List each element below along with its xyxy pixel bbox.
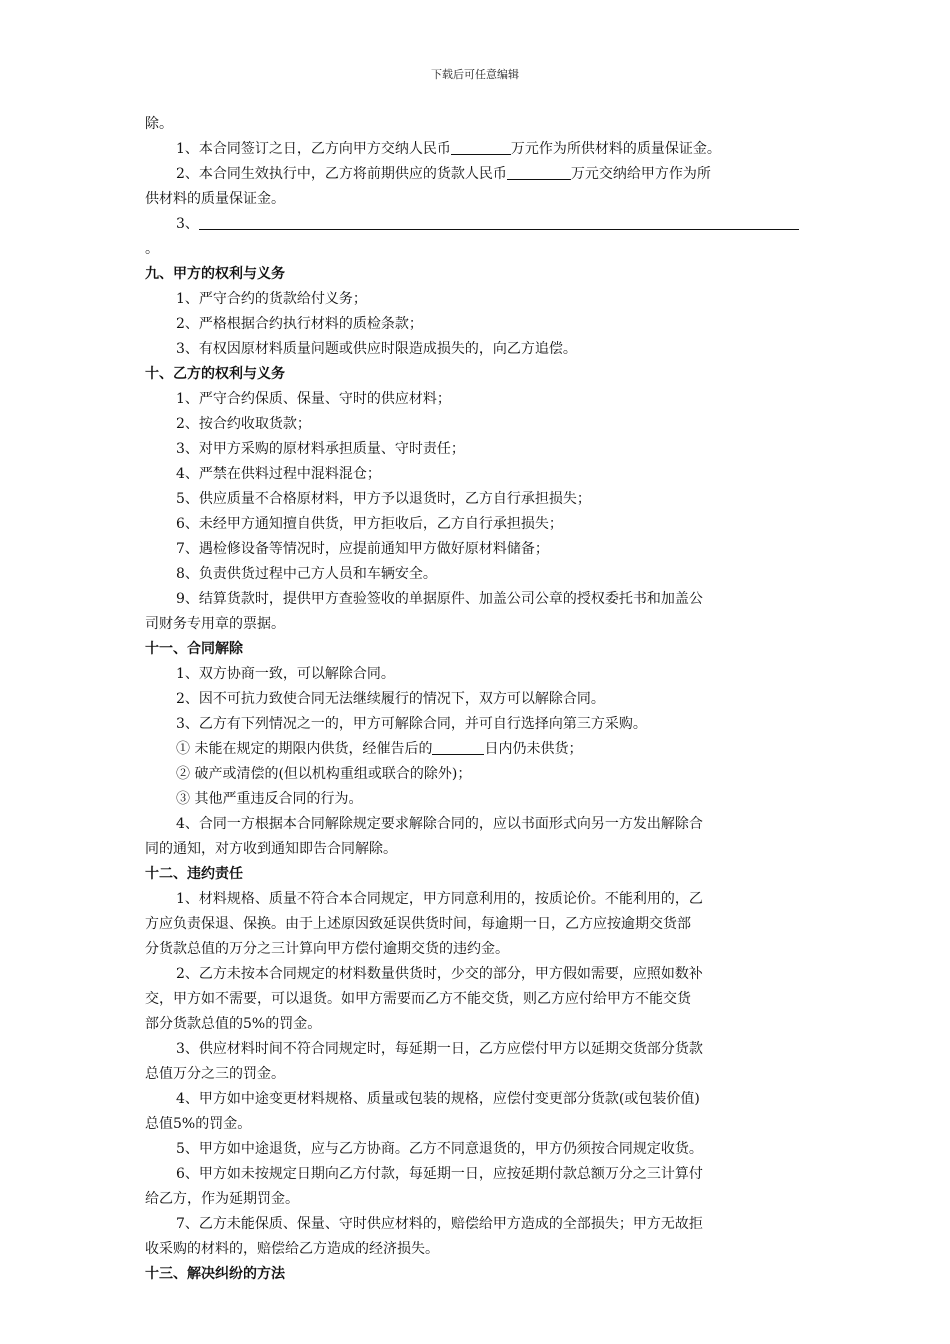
- clause-line: 4、甲方如中途变更材料规格、质量或包装的规格，应偿付变更部分货款(或包装价值): [176, 1091, 700, 1107]
- body-line: 部分货款总值的5%的罚金。: [145, 1016, 322, 1032]
- clause-line: 2、乙方未按本合同规定的材料数量供货时，少交的部分，甲方假如需要，应照如数补: [176, 966, 703, 982]
- clause-line: 2、严格根据合约执行材料的质检条款；: [176, 316, 423, 332]
- clause-line: 7、乙方未能保质、保量、守时供应材料的，赔偿给甲方造成的全部损失；甲方无故拒: [176, 1216, 703, 1232]
- clause-line: 8、负责供货过程中己方人员和车辆安全。: [176, 566, 437, 582]
- body-line: 。: [145, 241, 159, 257]
- clause-line: ② 破产或清偿的(但以机构重组或联合的除外)；: [176, 766, 472, 782]
- clause-line: 9、结算货款时，提供甲方查验签收的单据原件、加盖公司公章的授权委托书和加盖公: [176, 591, 703, 607]
- body-line: 总值5%的罚金。: [145, 1116, 252, 1132]
- body-line: 分货款总值的万分之三计算向甲方偿付逾期交货的违约金。: [145, 941, 509, 957]
- section-heading: 十、乙方的权利与义务: [145, 366, 285, 382]
- clause-line: 1、材料规格、质量不符合本合同规定，甲方同意利用的，按质论价。不能利用的，乙: [176, 891, 703, 907]
- body-line: 交，甲方如不需要，可以退货。如甲方需要而乙方不能交货，则乙方应付给甲方不能交货: [145, 991, 691, 1007]
- clause-line: ① 未能在规定的期限内供货，经催告后的 日内仍未供货；: [176, 741, 583, 757]
- clause-line: 5、供应质量不合格原材料，甲方予以退货时，乙方自行承担损失；: [176, 491, 591, 507]
- clause-line: 6、未经甲方通知擅自供货，甲方拒收后，乙方自行承担损失；: [176, 516, 563, 532]
- clause-line: 3、乙方有下列情况之一的，甲方可解除合同，并可自行选择向第三方采购。: [176, 716, 647, 732]
- section-heading: 十一、合同解除: [145, 641, 243, 657]
- section-heading: 九、甲方的权利与义务: [145, 266, 285, 282]
- clause-line: 6、甲方如未按规定日期向乙方付款，每延期一日，应按延期付款总额万分之三计算付: [176, 1166, 703, 1182]
- body-line: 总值万分之三的罚金。: [145, 1066, 285, 1082]
- contract-body: [145, 112, 807, 1287]
- fill-in-blank: [451, 139, 511, 155]
- clause-line: 7、遇检修设备等情况时，应提前通知甲方做好原材料储备；: [176, 541, 549, 557]
- body-line: 给乙方，作为延期罚金。: [145, 1191, 299, 1207]
- clause-line: 1、严守合约保质、保量、守时的供应材料；: [176, 391, 451, 407]
- body-line: 司财务专用章的票据。: [145, 616, 285, 632]
- body-line: 除。: [145, 116, 173, 132]
- clause-line: 3、对甲方采购的原材料承担质量、守时责任；: [176, 441, 465, 457]
- clause-line: 3、有权因原材料质量问题或供应时限造成损失的，向乙方追偿。: [176, 341, 577, 357]
- clause-line: 3、: [145, 212, 807, 237]
- clause-line: 1、本合同签订之日，乙方向甲方交纳人民币 万元作为所供材料的质量保证金。: [176, 141, 721, 157]
- clause-line: 1、双方协商一致，可以解除合同。: [176, 666, 395, 682]
- section-heading: 十二、违约责任: [145, 866, 243, 882]
- section-heading: 十三、解决纠纷的方法: [145, 1266, 285, 1282]
- body-line: 收采购的材料的，赔偿给乙方造成的经济损失。: [145, 1241, 439, 1257]
- clause-line: 4、严禁在供料过程中混料混仓；: [176, 466, 381, 482]
- clause-line: 2、本合同生效执行中，乙方将前期供应的货款人民币 万元交纳给甲方作为所: [176, 166, 711, 182]
- clause-line: 3、供应材料时间不符合同规定时，每延期一日，乙方应偿付甲方以延期交货部分货款: [176, 1041, 703, 1057]
- body-line: 供材料的质量保证金。: [145, 191, 285, 207]
- clause-line: 1、严守合约的货款给付义务；: [176, 291, 367, 307]
- clause-line: 4、合同一方根据本合同解除规定要求解除合同的，应以书面形式向另一方发出解除合: [176, 816, 703, 832]
- fill-in-blank: [432, 739, 484, 755]
- fill-in-blank: [199, 214, 799, 230]
- clause-line: 2、按合约收取货款；: [176, 416, 311, 432]
- fill-in-blank: [507, 164, 571, 180]
- clause-line: 5、甲方如中途退货，应与乙方协商。乙方不同意退货的，甲方仍须按合同规定收货。: [176, 1141, 703, 1157]
- page-header: 下载后可任意编辑: [431, 68, 519, 81]
- clause-line: 2、因不可抗力致使合同无法继续履行的情况下，双方可以解除合同。: [176, 691, 605, 707]
- body-line: 同的通知，对方收到通知即告合同解除。: [145, 841, 397, 857]
- clause-line: ③ 其他严重违反合同的行为。: [176, 791, 363, 807]
- body-line: 方应负责保退、保换。由于上述原因致延误供货时间，每逾期一日，乙方应按逾期交货部: [145, 916, 691, 932]
